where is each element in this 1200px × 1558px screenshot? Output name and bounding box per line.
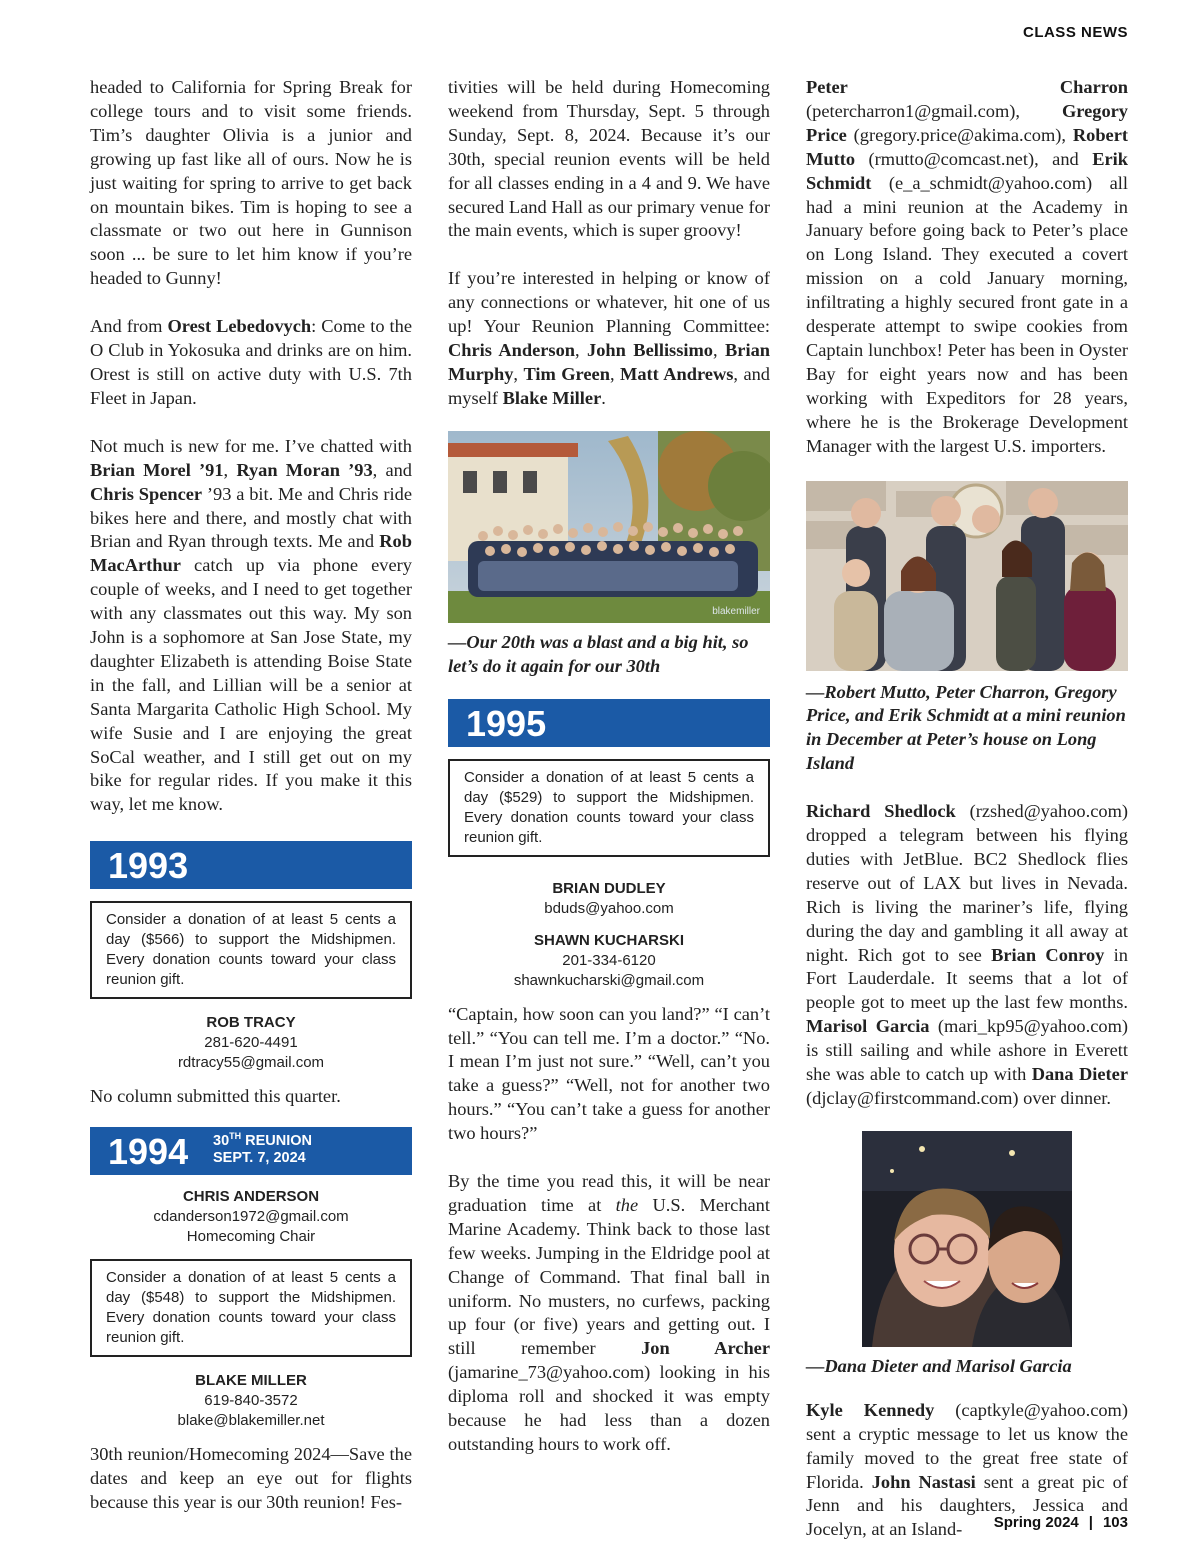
contact-name: CHRIS ANDERSON bbox=[182, 1188, 320, 1206]
class-year: 1993 bbox=[108, 845, 189, 887]
class-year-banner bbox=[90, 1127, 412, 1175]
paragraph: No column submitted this quarter. bbox=[90, 1086, 341, 1107]
person-name: John Nastasi bbox=[871, 1471, 976, 1492]
donation-box: Consider a donation of at least 5 cents a day ($548) to support the Midshipmen. Every donation counts toward your class reunion gift. bbox=[90, 1259, 412, 1357]
person-name: Tim Green bbox=[523, 363, 610, 384]
contact-name: BRIAN DUDLEY bbox=[552, 879, 666, 897]
column-2 bbox=[448, 76, 770, 1457]
person-name: Dana Dieter bbox=[1031, 1064, 1128, 1085]
issue-label: Spring 2024 bbox=[993, 1514, 1079, 1531]
section-label: CLASS NEWS bbox=[1022, 24, 1128, 41]
text-run: ’93 a bit. Me and Chris ride bikes here and there, and mostly chat with Brian and Ryan through texts. Me and bbox=[90, 483, 412, 552]
page-number: 103 bbox=[1102, 1514, 1128, 1531]
person-name: Jon Archer bbox=[641, 1338, 770, 1359]
contact-name: SHAWN KUCHARSKI bbox=[534, 931, 684, 949]
reunion-notice: 30TH REUNION SEPT. 7, 2024 bbox=[213, 1131, 313, 1167]
paragraph: Kyle Kennedy (captkyle@yahoo.com) sent a cryptic message to let us know the family moved to the great free state of Florida. John Nastasi sent a great pic of Jenn and his daughters, Jessica and Jocelyn, at an Island- bbox=[806, 1399, 1128, 1540]
contact-email: cdanderson1972@gmail.com bbox=[153, 1208, 349, 1226]
paragraph: “Captain, how soon can you land?” “I can’t tell.” “You can tell me. I’m a doctor.” “No. I mean I’m just not sure.” “Well, can’t you take a guess?” “Well, not for another two hours.” “You can’t take a guess for another two hours?” bbox=[448, 1003, 770, 1144]
class-year-banner bbox=[90, 841, 412, 889]
text-run: catch up via phone every couple of weeks, and I need to get together with any classmates out this way. My son John is a sophomore at San Jose State, my daughter Elizabeth is attending Boise State in the fall, and Lillian will be a senior at Santa Margarita Catholic High School. My wife Susie and I are enjoying the great SoCal weather, and I still get out on my bike for regular rides. If you make it this way, let me know. bbox=[90, 555, 412, 815]
person-name: John Bellissimo bbox=[587, 340, 713, 361]
person-name: Brian Conroy bbox=[991, 944, 1105, 965]
mini-reunion-photo bbox=[806, 481, 1128, 671]
photo-watermark: blakemiller bbox=[712, 605, 760, 617]
contact-email: shawnkucharski@gmail.com bbox=[513, 971, 705, 989]
class-year: 1994 bbox=[108, 1131, 189, 1173]
person-name: Rob MacArthur bbox=[90, 531, 412, 576]
donation-box: Consider a donation of at least 5 cents a day ($566) to support the Midshipmen. Every donation counts toward your class reunion gift. bbox=[90, 901, 412, 999]
class-year-banner bbox=[448, 699, 770, 747]
text-run: , bbox=[223, 459, 237, 480]
text-run: Not much is new for me. I’ve chatted with bbox=[90, 435, 412, 456]
contact-email: blake@blakemiller.net bbox=[177, 1412, 325, 1430]
paragraph bbox=[90, 315, 412, 411]
person-name: Brian Morel ’91 bbox=[90, 459, 224, 480]
class-contact bbox=[448, 931, 770, 991]
page-footer bbox=[994, 1514, 1128, 1531]
contact-phone: 281-620-4491 bbox=[204, 1034, 298, 1052]
person-name: Robert Mutto bbox=[806, 124, 1128, 169]
photo-caption: —Dana Dieter and Marisol Garcia bbox=[806, 1355, 1072, 1376]
person-name: Orest Lebedovych bbox=[167, 316, 312, 337]
selfie-photo bbox=[862, 1131, 1072, 1347]
emphasis: the bbox=[615, 1194, 639, 1215]
class-year: 1995 bbox=[466, 702, 547, 744]
person-name: Chris Spencer bbox=[90, 483, 203, 504]
paragraph bbox=[90, 435, 412, 818]
paragraph: tivities will be held during Homecoming weekend from Thursday, Sept. 5 through Sunday, Sept. 8, 2024. Because it’s our 30th, special reunion events will be held for all classes ending in a 4 and 9. We have secured Land Hall as our primary venue for the main events, which is super groovy! bbox=[448, 77, 770, 241]
contact-phone: 201-334-6120 bbox=[562, 951, 656, 969]
paragraph: If you’re interested in helping or know of any connections or whatever, hit one of us up! Your Reunion Planning Committee: Chris Anderson, John Bellissimo, Brian Murphy, Tim Green, Matt Andrews, and myself Blake Miller. bbox=[448, 268, 770, 408]
column-1 bbox=[90, 76, 412, 1515]
contact-email: rdtracy55@gmail.com bbox=[177, 1054, 325, 1072]
contact-role: Homecoming Chair bbox=[186, 1228, 316, 1246]
text-run: , and bbox=[372, 459, 412, 480]
person-name: Brian Murphy bbox=[448, 340, 770, 384]
paragraph: headed to California for Spring Break for college tours and to visit some friends. Tim’s daughter Olivia is a junior and growing up fast like all of ours. Now he is just waiting for spring to arrive to get back on mountain bikes. Tim is hoping to see a classmate or two out here in Gunnison soon ... be sure to let him know if you’re headed to Gunny! bbox=[90, 77, 412, 289]
contact-phone: 619-840-3572 bbox=[204, 1392, 298, 1410]
person-name: Peter Charron bbox=[806, 77, 1128, 97]
contact-name: ROB TRACY bbox=[206, 1014, 296, 1032]
person-name: Ryan Moran ’93 bbox=[236, 459, 373, 480]
person-name: Matt Andrews bbox=[620, 363, 734, 384]
column-3 bbox=[806, 76, 1128, 1542]
paragraph: Richard Shedlock (rzshed@yahoo.com) dropped a telegram between his flying duties with JetBlue. BC2 Shedlock flies reserve out of LAX but lives in Nevada. Rich is living the mariner’s life, flying during the day and gambling it all away at night. Rich got to see Brian Conroy in Fort Lauderdale. It seems that a lot of people got to meet up the last few months. Marisol Garcia (mari_kp95@yahoo.com) is still sailing and while ashore in Everett she was able to catch up with Dana Dieter (djclay@firstcommand.com) over dinner. bbox=[806, 801, 1129, 1108]
paragraph: By the time you read this, it will be near graduation time at the U.S. Merchant Marine Academy. Think back to those last few weeks. Jumping in the Eldridge pool at Change of Command. That final ball in uniform. No musters, no curfews, packing up four (or five) years and getting out. I still remember Jon Archer (jamarine_73@yahoo.com) looking in his diploma roll and shocked it was empty because he had less than a dozen outstanding hours to work off. bbox=[448, 1171, 770, 1454]
contact-email: bduds@yahoo.com bbox=[544, 899, 674, 917]
person-name: Gregory Price bbox=[806, 100, 1128, 145]
class-contact bbox=[448, 879, 770, 919]
person-name: Richard Shedlock bbox=[806, 801, 956, 822]
person-name: Chris Anderson bbox=[448, 340, 575, 361]
text-run: : Come to the O Club in Yokosuka and drinks are on him. Orest is still on active duty with U.S. 7th Fleet in Japan. bbox=[90, 316, 413, 408]
person-name: Blake Miller bbox=[502, 387, 602, 408]
paragraph: 30th reunion/Homecoming 2024—Save the dates and keep an eye out for flights because this year is our 30th reunion! Fes- bbox=[90, 1444, 412, 1512]
text-run: And from bbox=[90, 316, 168, 337]
class-contact bbox=[90, 1371, 412, 1431]
class-contact bbox=[90, 1013, 412, 1073]
photo-caption: —Our 20th was a blast and a big hit, so let’s do it again for our 30th bbox=[448, 631, 749, 676]
photo-caption: —Robert Mutto, Peter Charron, Gregory Price, and Erik Schmidt at a mini reunion in December at Peter’s house on Long Island bbox=[806, 681, 1126, 774]
group-photo bbox=[448, 431, 770, 623]
donation-box: Consider a donation of at least 5 cents a day ($529) to support the Midshipmen. Every donation counts toward your class reunion gift. bbox=[448, 759, 770, 857]
footer-separator: | bbox=[1088, 1514, 1093, 1531]
person-name: Erik Schmidt bbox=[806, 148, 1128, 193]
person-name: Marisol Garcia bbox=[806, 1016, 930, 1037]
paragraph: Peter Charron (petercharron1@gmail.com), Gregory Price (gregory.price@akima.com), Robert Mutto (rmutto@comcast.net), and Erik Schmidt (e_a_schmidt@yahoo.com) all had a mini reunion at the Academy in January before going back to Peter’s place on Long Island. They executed a covert mission on a cold January morning, infiltrating a highly secured front gate in a desperate attempt to swipe cookies from Captain lunchbox! Peter has been in Oyster Bay for eight years now and has been working with Expeditors for 28 years, where he is the Brokerage Development Manager with the largest U.S. importers. bbox=[806, 77, 1128, 456]
contact-name: BLAKE MILLER bbox=[195, 1372, 307, 1390]
person-name: Kyle Kennedy bbox=[806, 1399, 935, 1420]
class-contact bbox=[90, 1187, 412, 1247]
